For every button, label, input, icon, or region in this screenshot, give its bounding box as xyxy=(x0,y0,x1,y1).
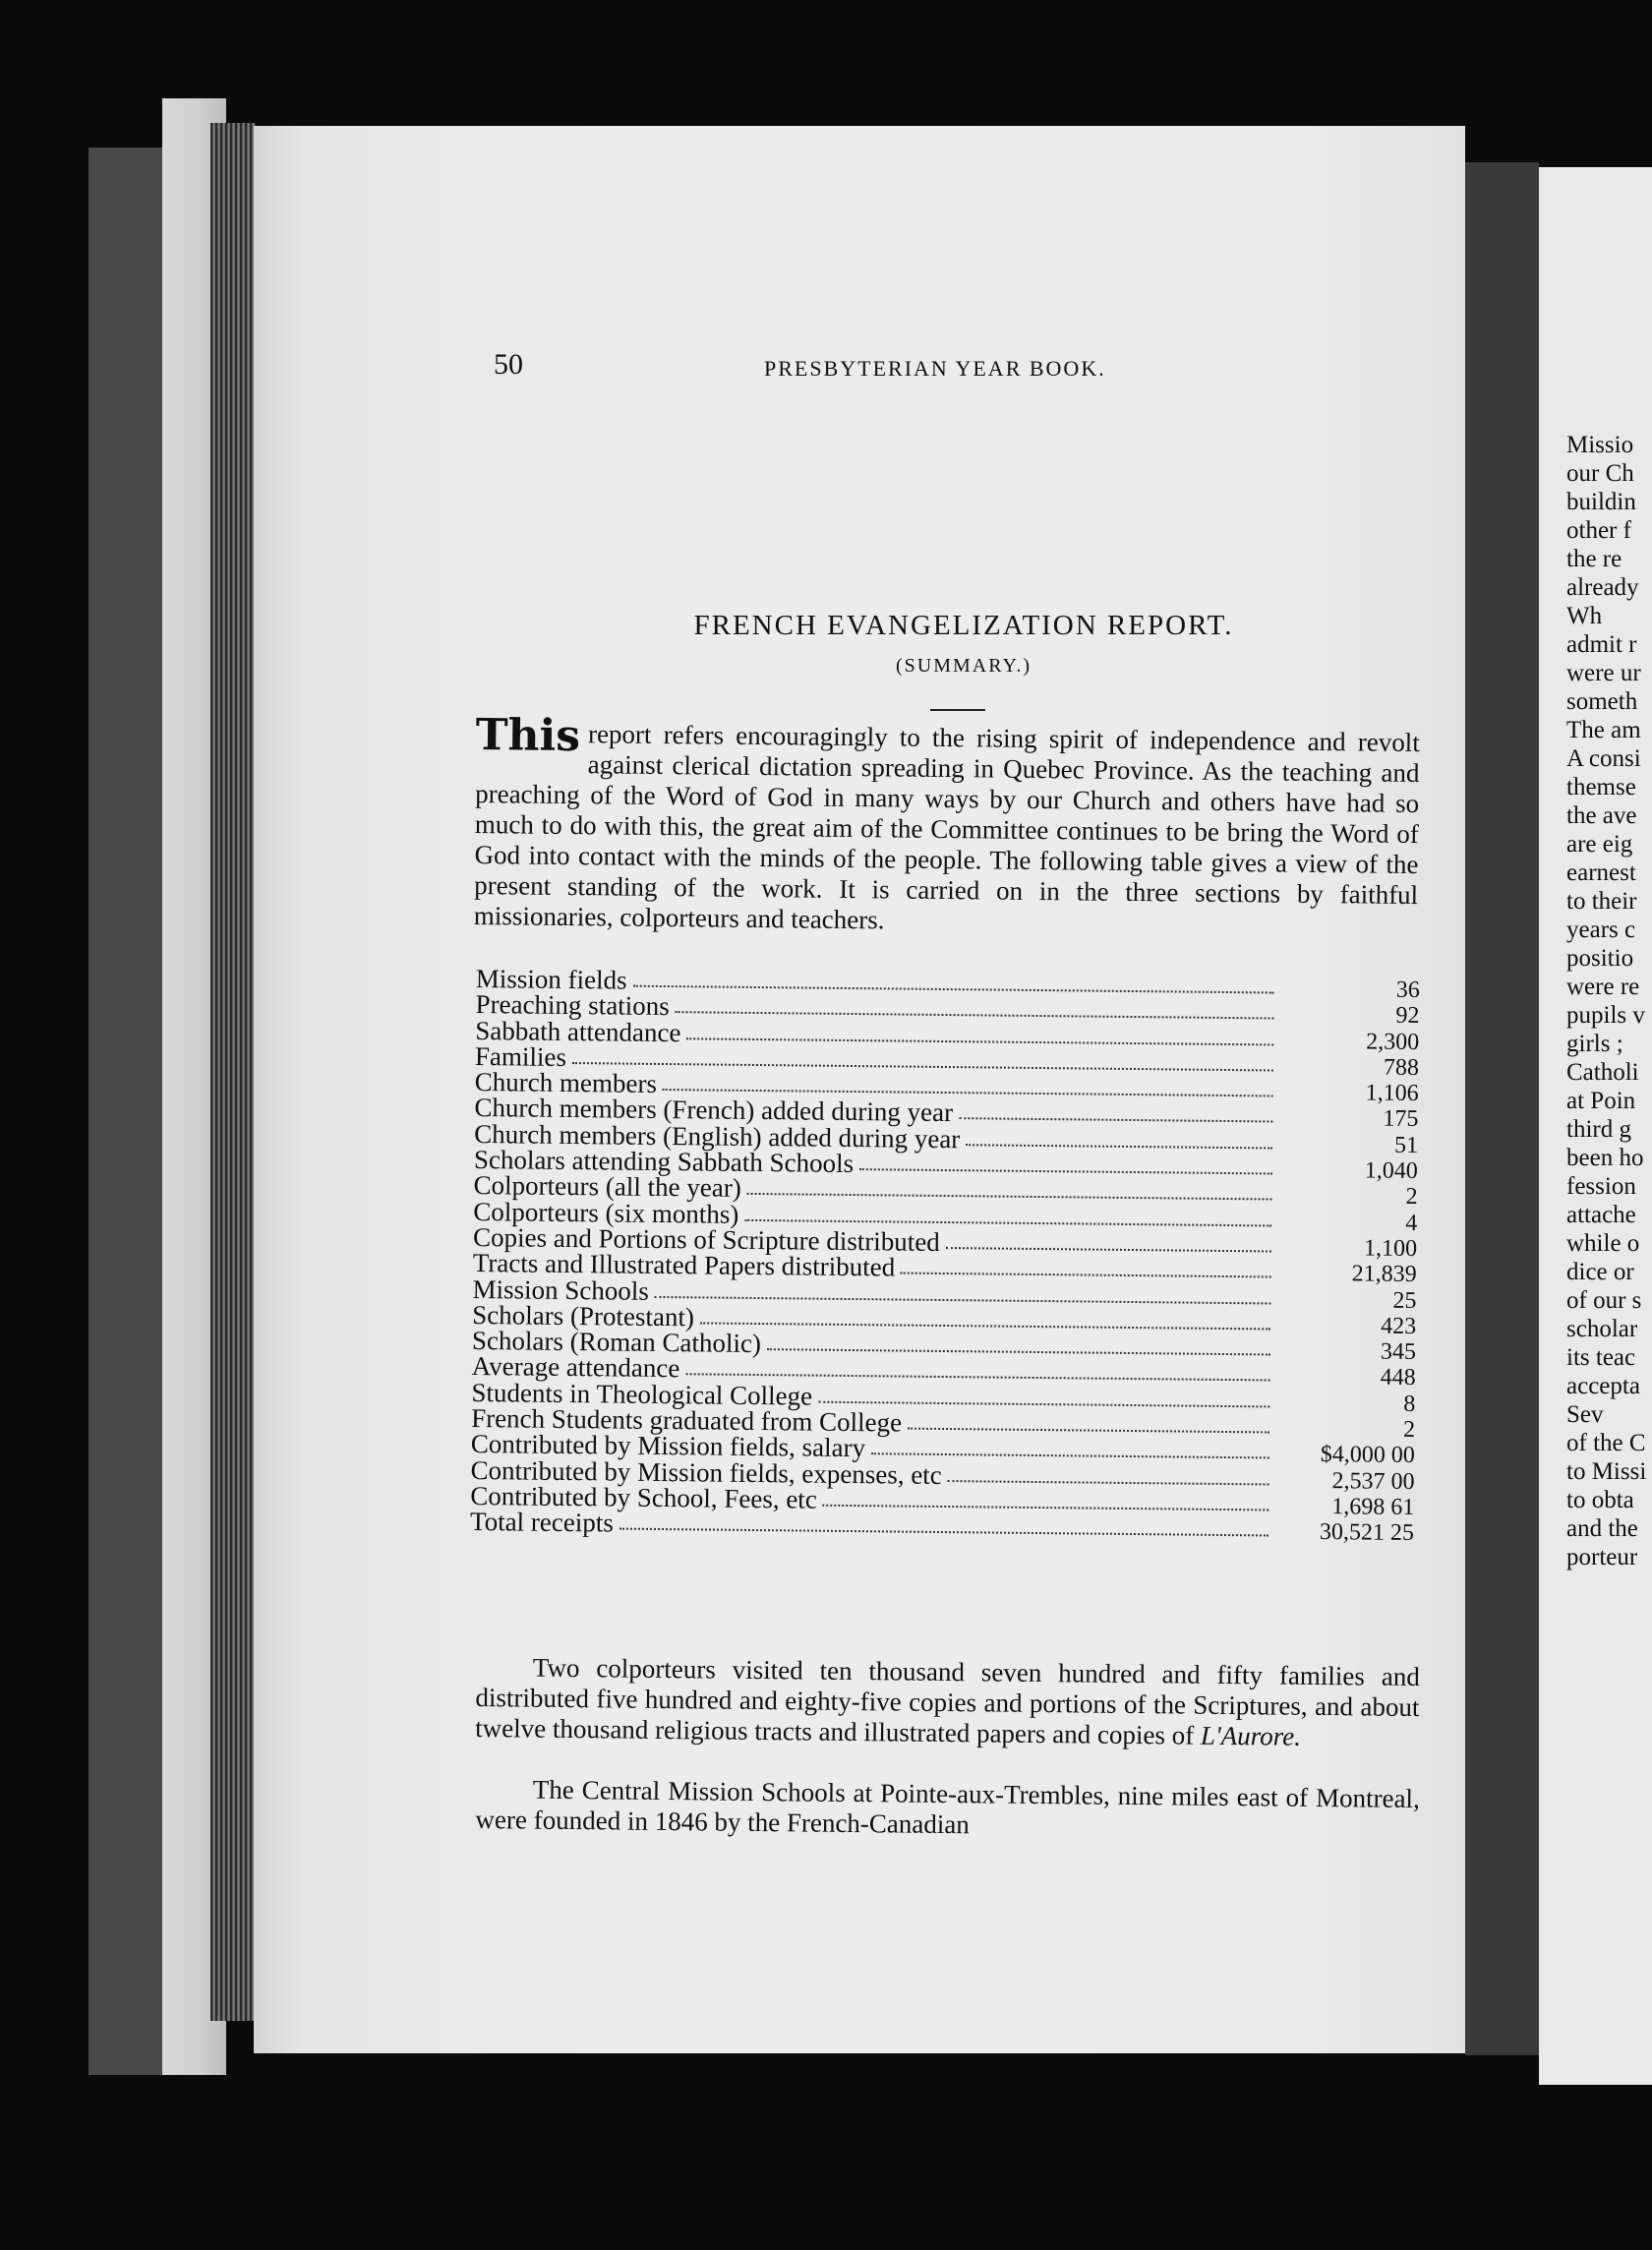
stat-label: Sabbath attendance xyxy=(475,1015,681,1047)
facing-page-line: while o xyxy=(1566,1230,1640,1257)
facing-page-line: attache xyxy=(1566,1202,1636,1228)
stat-label: Mission fields xyxy=(475,964,627,995)
leader-dots xyxy=(908,1422,1269,1434)
facing-page-line: to Missi xyxy=(1566,1458,1647,1485)
facing-page-line: themse xyxy=(1566,774,1636,800)
facing-page-line: were ur xyxy=(1566,660,1641,686)
stat-label: Copies and Portions of Scripture distributed xyxy=(472,1221,940,1257)
stat-label: Preaching stations xyxy=(475,989,670,1022)
facing-page-line: buildin xyxy=(1566,489,1636,515)
facing-page-line: A consi xyxy=(1566,745,1641,772)
facing-page-line: years c xyxy=(1566,917,1636,943)
facing-page-line: Wh xyxy=(1566,603,1603,629)
stat-value: 8 xyxy=(1403,1391,1416,1417)
stat-value: 2,537 00 xyxy=(1331,1467,1415,1495)
leader-dots xyxy=(901,1267,1271,1278)
book-title-header: PRESBYTERIAN YEAR BOOK. xyxy=(764,356,1106,381)
leader-dots xyxy=(700,1316,1270,1330)
stat-label: Total receipts xyxy=(469,1507,615,1538)
facing-page-line: been ho xyxy=(1566,1145,1644,1171)
facing-page-line: and the xyxy=(1566,1515,1638,1542)
facing-page-line: Sev xyxy=(1566,1401,1604,1428)
stat-value: $4,000 00 xyxy=(1320,1442,1415,1469)
stat-value: 21,839 xyxy=(1351,1261,1417,1288)
stat-value: 30,521 25 xyxy=(1319,1519,1415,1547)
page-number: 50 xyxy=(494,348,523,381)
facing-page-line: accepta xyxy=(1566,1373,1640,1399)
stat-label: Scholars (Protestant) xyxy=(472,1299,695,1332)
stat-value: 1,100 xyxy=(1363,1235,1418,1263)
leader-dots xyxy=(959,1112,1272,1123)
intro-paragraph xyxy=(473,710,1420,941)
intro-text: report refers encouragingly to the rising spirit of independence and revolt against clerical dictation spreading in Quebec Province. As the teaching and preaching of the Word of God in many ways by our Church and others have had so much to do with this, the great aim of the Committee continues to be bring the Word of God into contact with the minds of the people. The following table gives a view of the present standing of the work. It is carried on in the three sections by faithful missionaries, colporteurs and teachers. xyxy=(473,719,1420,935)
leader-dots xyxy=(620,1522,1268,1537)
stat-value: 1,040 xyxy=(1364,1157,1418,1185)
book-cover-left xyxy=(88,148,167,2075)
facing-page-text xyxy=(1566,431,1652,1571)
leader-dots xyxy=(859,1162,1272,1174)
stat-value: 448 xyxy=(1380,1365,1416,1391)
stat-value: 1,106 xyxy=(1365,1080,1419,1107)
facing-page-line: girls ; xyxy=(1566,1031,1623,1057)
stat-value: 51 xyxy=(1393,1132,1419,1158)
stat-value: 2,300 xyxy=(1366,1029,1420,1055)
leader-dots xyxy=(676,1005,1274,1019)
facing-page-line: admit r xyxy=(1566,631,1637,658)
stat-label: Contributed by Mission fields, salary xyxy=(470,1429,866,1463)
facing-page-line: third g xyxy=(1566,1116,1631,1143)
facing-page-line: pupils v xyxy=(1566,1002,1645,1029)
leader-dots xyxy=(823,1499,1269,1511)
leader-dots xyxy=(966,1138,1272,1149)
leader-dots xyxy=(767,1342,1270,1355)
stat-value: 4 xyxy=(1405,1210,1418,1236)
stat-value: 25 xyxy=(1392,1287,1417,1314)
facing-page-line: of the C xyxy=(1566,1430,1646,1456)
drop-cap-word: This xyxy=(475,710,581,762)
stat-value: 175 xyxy=(1383,1106,1419,1133)
facing-page-line: Catholi xyxy=(1566,1059,1639,1086)
facing-page-line: our Ch xyxy=(1566,460,1634,487)
stat-label: Tracts and Illustrated Papers distributed xyxy=(472,1248,896,1282)
stat-label: Colporteurs (six months) xyxy=(473,1196,739,1229)
stat-label: Average attendance xyxy=(471,1351,680,1384)
facing-page-line: positio xyxy=(1566,945,1634,972)
stat-label: Colporteurs (all the year) xyxy=(473,1170,741,1204)
facing-page-line: Missio xyxy=(1566,432,1634,458)
facing-page-line: its teac xyxy=(1566,1344,1636,1371)
colporteurs-paragraph xyxy=(475,1652,1420,1753)
leader-dots xyxy=(686,1032,1273,1045)
stat-label: Contributed by Mission fields, expenses, etc xyxy=(470,1454,942,1490)
facing-page-line: were re xyxy=(1566,974,1640,1000)
stat-label: Scholars (Roman Catholic) xyxy=(471,1326,762,1359)
stat-label: Students in Theological College xyxy=(471,1377,813,1411)
stat-label: Mission Schools xyxy=(472,1273,649,1306)
leader-dots xyxy=(685,1368,1269,1382)
facing-page-line: already xyxy=(1566,574,1639,601)
facing-page-line: someth xyxy=(1566,688,1638,715)
stat-value: 1,698 61 xyxy=(1331,1494,1415,1520)
facing-page-line: The am xyxy=(1566,717,1641,743)
leader-dots xyxy=(818,1394,1269,1407)
facing-page-line: are eig xyxy=(1566,831,1633,858)
facing-page-line: the ave xyxy=(1566,802,1637,829)
report-subtitle: (SUMMARY.) xyxy=(896,655,1032,677)
stat-label: Church members (English) added during year xyxy=(474,1118,961,1154)
report-title: FRENCH EVANGELIZATION REPORT. xyxy=(693,610,1234,641)
colporteurs-text: Two colporteurs visited ten thousand seven hundred and fifty families and distributed five hundred and eighty-five copies and portions of the Scriptures, and about twelve thousand religious tracts and illustrated papers and copies of xyxy=(475,1652,1420,1750)
facing-page-line: at Poin xyxy=(1566,1088,1636,1114)
facing-page-line: fession xyxy=(1566,1173,1636,1200)
facing-page-line: of our s xyxy=(1566,1287,1642,1314)
stat-label: Scholars attending Sabbath Schools xyxy=(473,1145,855,1179)
book-gutter xyxy=(1465,162,1539,2055)
stat-label: Contributed by School, Fees, etc xyxy=(470,1480,817,1514)
facing-page-line: to their xyxy=(1566,888,1637,915)
publication-title: L'Aurore. xyxy=(1200,1720,1302,1751)
facing-page-line: the re xyxy=(1566,546,1622,572)
leader-dots xyxy=(946,1241,1271,1252)
facing-page-line: other f xyxy=(1566,517,1631,544)
leader-dots xyxy=(744,1214,1271,1227)
facing-page-line: porteur xyxy=(1566,1544,1638,1570)
facing-page-line: dice or xyxy=(1566,1259,1634,1285)
stat-label: Church members (French) added during year xyxy=(474,1093,954,1128)
stat-value: 423 xyxy=(1381,1313,1417,1339)
facing-page xyxy=(1539,167,1652,2085)
facing-page-line: scholar xyxy=(1566,1316,1638,1342)
stat-value: 36 xyxy=(1395,977,1420,1004)
mission-schools-paragraph: The Central Mission Schools at Pointe-aux-Trembles, nine miles east of Montreal, were founded in 1846 by the French-Canadian xyxy=(475,1774,1420,1840)
running-head xyxy=(494,348,1398,387)
facing-page-line: earnest xyxy=(1566,859,1636,886)
statistics-table xyxy=(469,964,1420,1547)
page-stack-edges xyxy=(210,123,256,2021)
leader-dots xyxy=(871,1448,1269,1459)
stat-value: 2 xyxy=(1405,1184,1418,1211)
stat-value: 92 xyxy=(1395,1003,1420,1030)
leader-dots xyxy=(747,1187,1272,1201)
stat-label: Families xyxy=(474,1040,567,1072)
stat-value: 2 xyxy=(1402,1416,1416,1444)
facing-page-line: to obta xyxy=(1566,1487,1634,1513)
stat-value: 345 xyxy=(1380,1338,1417,1366)
title-divider xyxy=(930,709,985,711)
stat-value: 788 xyxy=(1383,1054,1420,1081)
stat-label: Church members xyxy=(474,1067,658,1099)
stat-label: French Students graduated from College xyxy=(471,1403,903,1438)
leader-dots xyxy=(948,1474,1269,1485)
